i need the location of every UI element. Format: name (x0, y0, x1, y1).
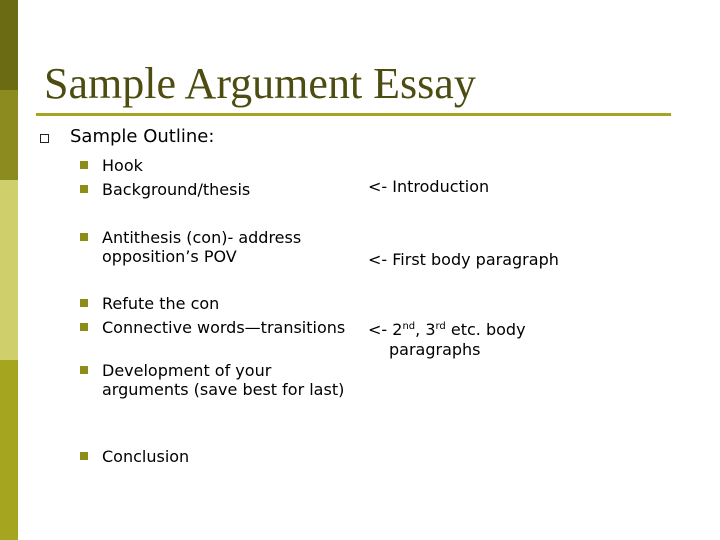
list-item-text: Antithesis (con)- address opposition’s POV (102, 228, 302, 266)
list-item-text: Refute the con (102, 294, 220, 313)
list-item-text: Connective words—transitions (102, 318, 346, 337)
list-item-hook (80, 156, 350, 175)
list-item-text: Conclusion (102, 447, 190, 466)
square-bullet-icon (80, 452, 88, 460)
square-bullet-icon (80, 366, 88, 374)
note-later-body-prefix: <- 2 (368, 320, 403, 339)
list-item-development (80, 361, 350, 399)
note-later-body (368, 320, 526, 339)
list-item-antithesis (80, 228, 350, 266)
hollow-square-bullet-icon (40, 134, 49, 143)
square-bullet-icon (80, 185, 88, 193)
side-bar-top (0, 0, 18, 90)
note-ordinal-suffix: nd (402, 321, 416, 332)
note-ordinal-suffix: rd (435, 321, 446, 332)
note-later-body-line2: paragraphs (389, 340, 481, 359)
list-item-text: Background/thesis (102, 180, 251, 199)
list-item-background-thesis (80, 180, 350, 199)
list-item-text: Development of your arguments (save best for last) (102, 361, 345, 399)
side-bar-bottom (0, 360, 18, 540)
square-bullet-icon (80, 323, 88, 331)
note-introduction: <- Introduction (368, 177, 490, 196)
list-item-refute (80, 294, 350, 313)
slide-title: Sample Argument Essay (44, 59, 476, 108)
note-first-body: <- First body paragraph (368, 250, 559, 269)
square-bullet-icon (80, 299, 88, 307)
list-item-connective-words (80, 318, 350, 337)
outline-label: Sample Outline: (70, 126, 215, 147)
square-bullet-icon (80, 233, 88, 241)
list-item-text: Hook (102, 156, 143, 175)
note-later-body-mid: , 3 (415, 320, 436, 339)
square-bullet-icon (80, 161, 88, 169)
list-item-conclusion (80, 447, 350, 466)
side-bar-upper-mid (0, 90, 18, 180)
title-underline (36, 113, 671, 116)
side-bar-lower-mid (0, 180, 18, 360)
note-later-body-rest: etc. body (445, 320, 526, 339)
